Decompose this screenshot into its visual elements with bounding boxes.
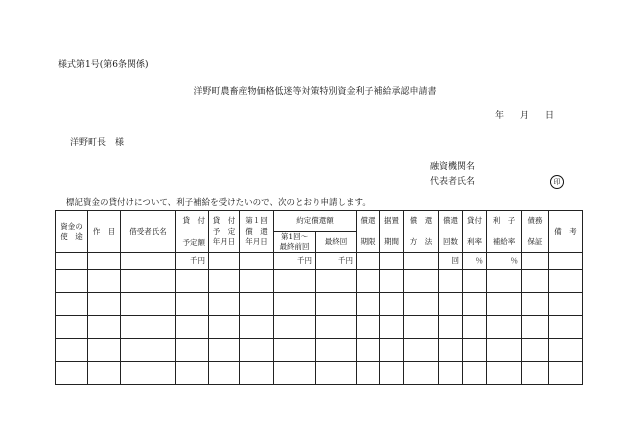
header-guarantee: 債務 保証 — [522, 211, 549, 253]
table-row — [56, 293, 583, 316]
header-repayment-method: 償 還 方 法 — [404, 211, 439, 253]
addressee: 洋野町長 様 — [70, 138, 125, 148]
date-year-label: 年 — [495, 111, 505, 121]
header-remarks: 備 考 — [549, 211, 583, 253]
cell — [380, 253, 404, 270]
institution-label: 融資機関名 — [430, 162, 476, 172]
document-title: 洋野町農畜産物価格低迷等対策特別資金利子補給承認申請書 — [193, 87, 437, 97]
cell — [121, 253, 176, 270]
cell — [404, 253, 439, 270]
table-row — [56, 316, 583, 339]
cell — [357, 253, 380, 270]
table-row — [56, 339, 583, 362]
application-table — [55, 210, 583, 385]
unit-yen: 千円 — [316, 253, 357, 270]
header-repayment-count: 償還 回数 — [439, 211, 463, 253]
header-scheduled-first-to-penultimate: 第1回～ 最終前回 — [274, 232, 316, 253]
header-loan-date: 貸 付 予 定 年月日 — [209, 211, 240, 253]
unit-yen: 千円 — [176, 253, 209, 270]
cell — [88, 253, 121, 270]
header-scheduled-final: 最終回 — [316, 232, 357, 253]
header-loan-amount: 貸 付 予定額 — [176, 211, 209, 253]
header-loan-rate: 貸付 利率 — [463, 211, 487, 253]
form-number: 様式第1号(第6条関係) — [58, 60, 149, 70]
cell — [56, 253, 88, 270]
table-row — [56, 270, 583, 293]
cell — [522, 253, 549, 270]
header-subsidy-rate: 利 子 補給率 — [487, 211, 522, 253]
table-row — [56, 362, 583, 385]
header-borrower: 借受者氏名 — [121, 211, 176, 253]
header-crop: 作 目 — [88, 211, 121, 253]
intro-text: 標記資金の貸付けについて、利子補給を受けたいので、次のとおり申請します。 — [66, 198, 371, 208]
unit-percent: ％ — [463, 253, 487, 270]
header-repayment-term: 償還 期限 — [357, 211, 380, 253]
header-first-repayment-date: 第１回 償 還 年月日 — [240, 211, 274, 253]
seal-mark: 印 — [550, 175, 564, 189]
representative-label: 代表者氏名 — [430, 177, 476, 187]
date-day-label: 日 — [545, 111, 555, 121]
header-purpose: 資金の 使 途 — [56, 211, 88, 253]
header-grace-period: 据置 期間 — [380, 211, 404, 253]
header-scheduled-repayment: 約定償還額 — [274, 211, 357, 232]
cell — [240, 253, 274, 270]
cell — [549, 253, 583, 270]
unit-yen: 千円 — [274, 253, 316, 270]
date-month-label: 月 — [520, 111, 530, 121]
cell — [209, 253, 240, 270]
unit-percent: ％ — [487, 253, 522, 270]
unit-times: 回 — [439, 253, 463, 270]
